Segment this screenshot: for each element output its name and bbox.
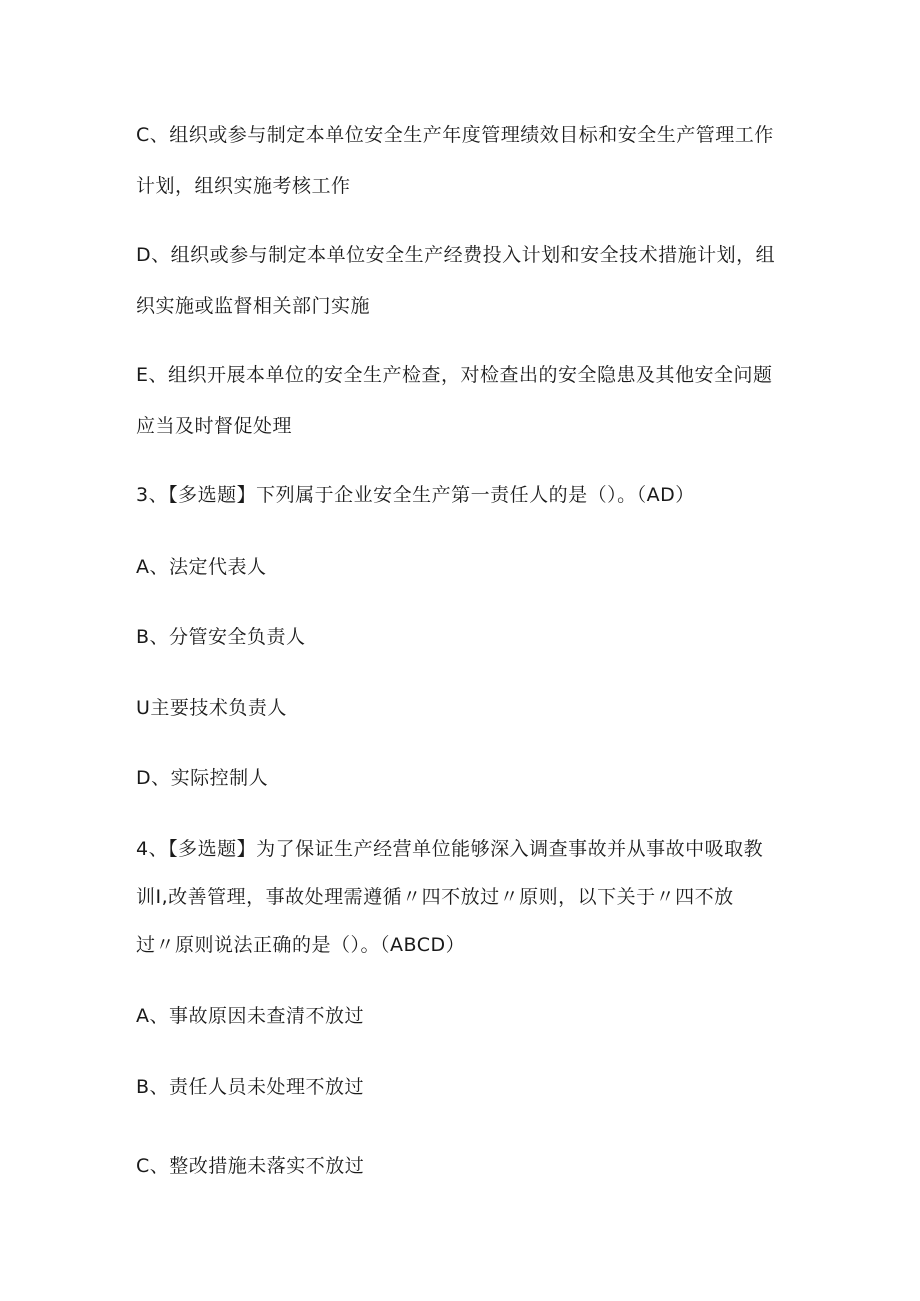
question-4-line-3: 过〃原则说法正确的是（）。（ABCD） bbox=[136, 934, 466, 956]
question-4-line-1: 4、【多选题】为了保证生产经营单位能够深入调查事故并从事故中吸取教 bbox=[136, 838, 764, 860]
q3-option-a: A、法定代表人 bbox=[136, 556, 267, 578]
option-d-line-1: D、组织或参与制定本单位安全生产经费投入计划和安全技术措施计划，组 bbox=[136, 244, 776, 266]
question-4-line-2: 训Ⅰ,改善管理，事故处理需遵循〃四不放过〃原则，以下关于〃四不放 bbox=[136, 886, 734, 908]
q3-option-c: U主要技术负责人 bbox=[136, 697, 287, 719]
q3-option-d: D、实际控制人 bbox=[136, 767, 269, 789]
q3-option-b: B、分管安全负责人 bbox=[136, 626, 306, 648]
option-e-line-2: 应当及时督促处理 bbox=[136, 415, 293, 437]
q4-option-c: C、整改措施未落实不放过 bbox=[136, 1155, 365, 1177]
option-e-line-1: E、组织开展本单位的安全生产检查，对检查出的安全隐患及其他安全问题 bbox=[136, 364, 773, 386]
question-3: 3、【多选题】下列属于企业安全生产第一责任人的是（）。（AD） bbox=[136, 484, 695, 506]
option-d-line-2: 织实施或监督相关部门实施 bbox=[136, 295, 371, 317]
option-c-line-2: 计划，组织实施考核工作 bbox=[136, 175, 351, 197]
q4-option-b: B、责任人员未处理不放过 bbox=[136, 1076, 365, 1098]
option-c-line-1: C、组织或参与制定本单位安全生产年度管理绩效目标和安全生产管理工作 bbox=[136, 124, 774, 146]
q4-option-a: A、事故原因未查清不放过 bbox=[136, 1005, 364, 1027]
